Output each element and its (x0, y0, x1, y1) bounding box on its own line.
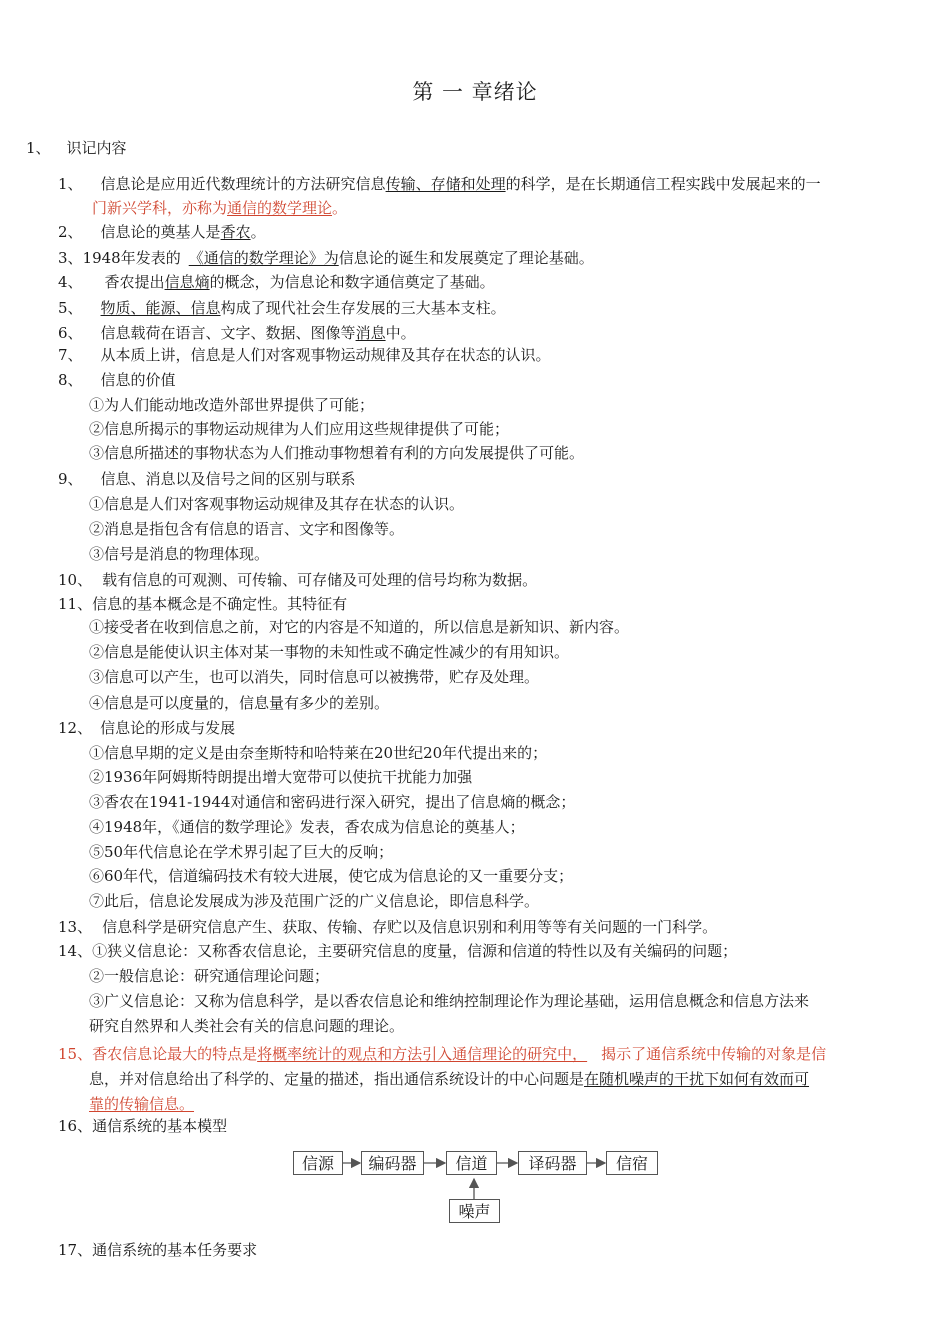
item-2: 2、 信息论的奠基人是香农。 (58, 223, 266, 241)
diagram-noise-box: 噪声 (449, 1199, 500, 1223)
item-15-line-3: 靠的传输信息。 (89, 1095, 195, 1113)
item-15-line-2: 息，并对信息给出了科学的、定量的描述，指出通信系统设计的中心问题是在随机噪声的干扰下如何有效而可 (89, 1070, 810, 1088)
item-12-sub-5: ⑤50年代信息论在学术界引起了巨大的反响； (89, 843, 394, 861)
item-15-line-1: 15、香农信息论最大的特点是将概率统计的观点和方法引入通信理论的研究中， 揭示了通信系统中传输的对象是信 (58, 1045, 827, 1063)
item-17: 17、通信系统的基本任务要求 (58, 1241, 258, 1259)
diagram-source-box: 信源 (293, 1151, 343, 1175)
item-9-sub-3: ③信号是消息的物理体现。 (89, 545, 270, 563)
item-11-sub-3: ③信息可以产生，也可以消失，同时信息可以被携带，贮存及处理。 (89, 668, 540, 686)
item-8-sub-1: ①为人们能动地改造外部世界提供了可能； (89, 396, 375, 414)
item-1-line-1: 1、 信息论是应用近代数理统计的方法研究信息传输、存储和处理的科学，是在长期通信工程实践中发展起来的一 (58, 175, 821, 193)
item-11-sub-1: ①接受者在收到信息之前，对它的内容是不知道的，所以信息是新知识、新内容。 (89, 618, 630, 636)
item-5: 5、 物质、能源、信息构成了现代社会生存发展的三大基本支柱。 (58, 299, 506, 317)
item-12: 12、 信息论的形成与发展 (58, 719, 236, 737)
item-14-sub-3-line-1: ③广义信息论：又称为信息科学，是以香农信息论和维纳控制理论作为理论基础，运用信息概念和信息方法来 (89, 992, 810, 1010)
item-13: 13、 信息科学是研究信息产生、获取、传输、存贮以及信息识别和利用等等有关问题的一门科学。 (58, 918, 718, 936)
item-14: 14、①狭义信息论：又称香农信息论，主要研究信息的度量，信源和信道的特性以及有关编码的问题； (58, 942, 738, 960)
item-9-sub-1: ①信息是人们对客观事物运动规律及其存在状态的认识。 (89, 495, 465, 513)
diagram-sink-box: 信宿 (606, 1151, 658, 1175)
item-6: 6、 信息载荷在语言、文字、数据、图像等消息中。 (58, 324, 416, 342)
item-3: 3、1948年发表的 《通信的数学理论》为信息论的诞生和发展奠定了理论基础。 (58, 249, 594, 267)
item-12-sub-2: ②1936年阿姆斯特朗提出增大宽带可以使抗干扰能力加强 (89, 768, 473, 786)
item-1-line-2: 门新兴学科，亦称为通信的数学理论。 (92, 199, 348, 217)
item-8: 8、 信息的价值 (58, 371, 176, 389)
item-7: 7、 从本质上讲，信息是人们对客观事物运动规律及其存在状态的认识。 (58, 346, 551, 364)
item-8-sub-2: ②信息所揭示的事物运动规律为人们应用这些规律提供了可能； (89, 420, 510, 438)
item-8-sub-3: ③信息所描述的事物状态为人们推动事物想着有利的方向发展提供了可能。 (89, 444, 585, 462)
diagram-encoder-box: 编码器 (361, 1151, 424, 1175)
item-12-sub-6: ⑥60年代，信道编码技术有较大进展，使它成为信息论的又一重要分支； (89, 867, 574, 885)
item-9: 9、 信息、消息以及信号之间的区别与联系 (58, 470, 356, 488)
section-heading: 1、 识记内容 (26, 139, 127, 157)
diagram-channel-box: 信道 (446, 1151, 497, 1175)
item-14-sub-2: ②一般信息论：研究通信理论问题； (89, 967, 330, 985)
item-12-sub-7: ⑦此后，信息论发展成为涉及范围广泛的广义信息论，即信息科学。 (89, 892, 540, 910)
item-16: 16、通信系统的基本模型 (58, 1117, 228, 1135)
item-9-sub-2: ②消息是指包含有信息的语言、文字和图像等。 (89, 520, 405, 538)
item-12-sub-3: ③香农在1941-1944对通信和密码进行深入研究，提出了信息熵的概念； (89, 793, 576, 811)
diagram-decoder-box: 译码器 (518, 1151, 587, 1175)
item-11-sub-4: ④信息是可以度量的，信息量有多少的差别。 (89, 694, 390, 712)
item-12-sub-4: ④1948年，《通信的数学理论》发表，香农成为信息论的奠基人； (89, 818, 525, 836)
item-10: 10、 载有信息的可观测、可传输、可存储及可处理的信号均称为数据。 (58, 571, 538, 589)
item-4: 4、 香农提出信息熵的概念，为信息论和数字通信奠定了基础。 (58, 273, 495, 291)
item-11-sub-2: ②信息是能使认识主体对某一事物的未知性或不确定性减少的有用知识。 (89, 643, 570, 661)
page-title: 第 一 章绪论 (412, 80, 538, 104)
item-11: 11、信息的基本概念是不确定性。其特征有 (58, 595, 348, 613)
item-14-sub-3-line-2: 研究自然界和人类社会有关的信息问题的理论。 (89, 1017, 405, 1035)
item-12-sub-1: ①信息早期的定义是由奈奎斯特和哈特莱在20世纪20年代提出来的； (89, 744, 548, 762)
